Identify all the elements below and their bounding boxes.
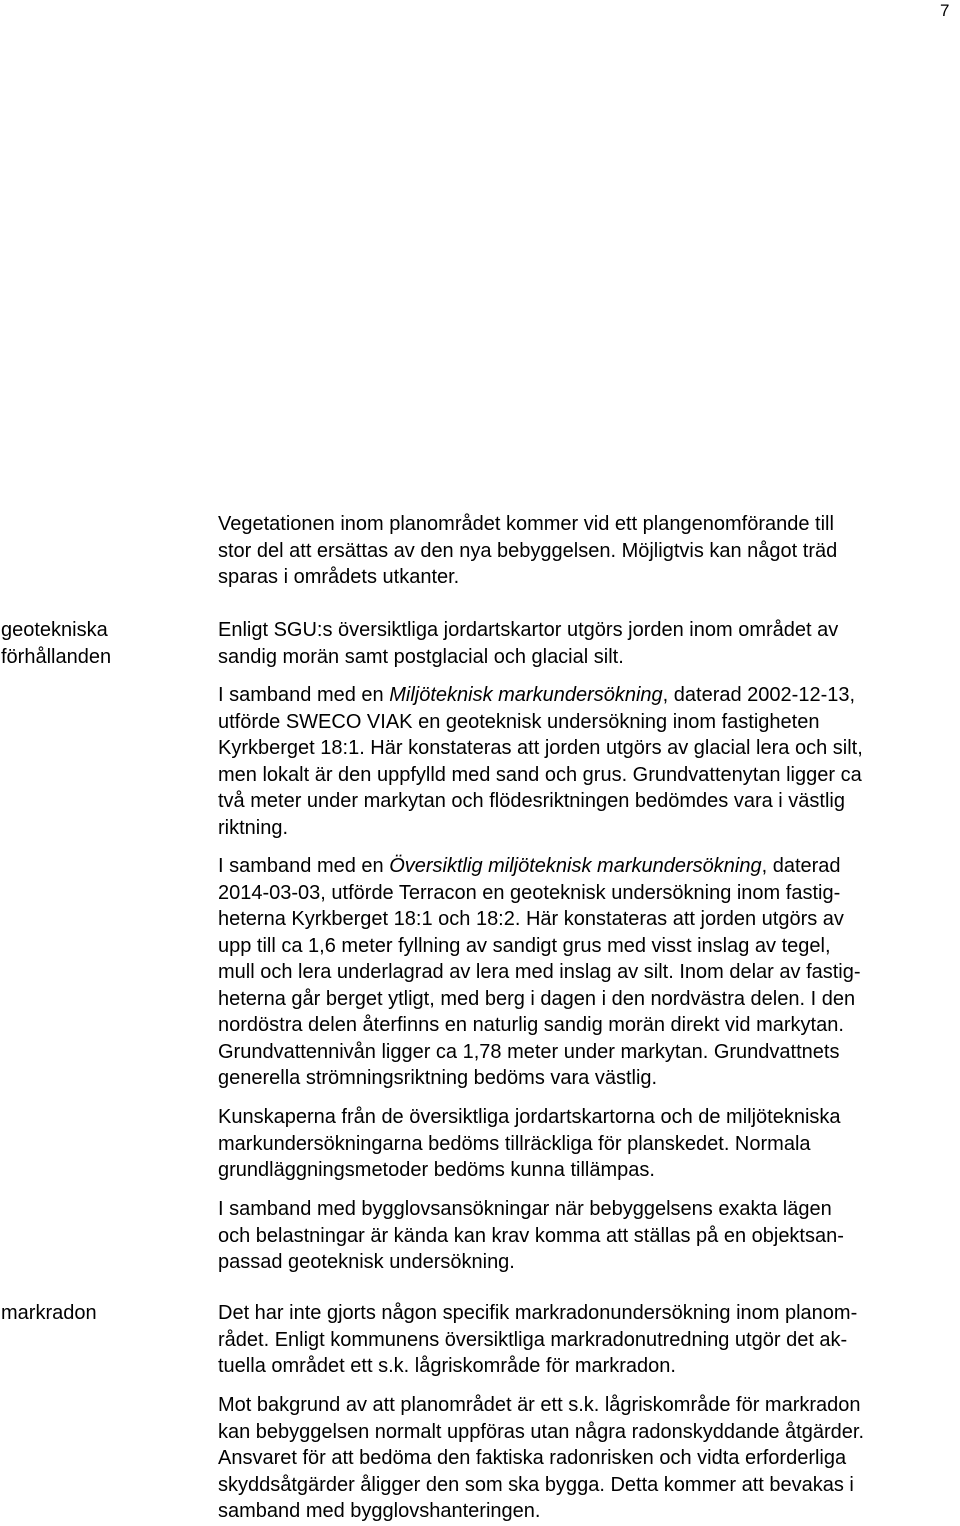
text-line: [218, 853, 861, 880]
text-line: [218, 682, 863, 709]
text-line: Grundvattennivån ligger ca 1,78 meter under markytan. Grundvattnets: [218, 1040, 840, 1063]
text-line: generella strömningsriktning bedöms vara västlig.: [218, 1067, 658, 1089]
text-line: nordöstra delen återfinns en naturlig sandig morän direkt vid markytan.: [218, 1014, 844, 1036]
section-label-geotechnical: [1, 617, 111, 671]
paragraph-oversiktlig-2014: [218, 853, 861, 1092]
text-line: samband med bygglovshanteringen.: [218, 1500, 541, 1522]
text-line: rådet. Enligt kommunens översiktliga markradonutredning utgör det ak-: [218, 1328, 848, 1351]
text-line: 2014-03-03, utförde Terracon en geoteknisk undersökning inom fastig-: [218, 881, 841, 904]
paragraph-miljoteknisk-2002: [218, 682, 863, 841]
text-line: Det har inte gjorts någon specifik markradonundersökning inom planom-: [218, 1302, 858, 1324]
text-line: kan bebyggelsen normalt uppföras utan några radonskyddande åtgärder.: [218, 1420, 865, 1443]
text-line: markundersökningarna bedöms tillräckliga för planskedet. Normala: [218, 1132, 811, 1155]
text-run: I samband med en: [218, 684, 390, 706]
text-line: Kunskaperna från de översiktliga jordartskartorna och de miljötekniska: [218, 1106, 841, 1128]
text-line: sandig morän samt postglacial och glacial silt.: [218, 645, 624, 668]
paragraph-vegetation: [218, 511, 837, 591]
text-line: heterna Kyrkberget 18:1 och 18:2. Här konstateras att jorden utgörs av: [218, 908, 844, 930]
text-line: passad geoteknisk undersökning.: [218, 1251, 515, 1273]
text-run: I samband med en: [218, 855, 390, 877]
text-line: Ansvaret för att bedöma den faktiska radonrisken och vidta erforderliga: [218, 1447, 847, 1469]
text-line: men lokalt är den uppfylld med sand och grus. Grundvattenytan ligger ca: [218, 763, 862, 786]
paragraph-markradon: [218, 1300, 857, 1380]
text-run: , daterad 2002-12-13,: [662, 684, 856, 706]
text-line: mull och lera underlagrad av lera med inslag av silt. Inom delar av fastig-: [218, 961, 861, 983]
paragraph-sgu: [218, 617, 838, 670]
text-line: riktning.: [218, 816, 289, 839]
section-label-radon: markradon: [1, 1302, 97, 1324]
section-label-line: geotekniska: [1, 619, 108, 641]
text-line: heterna går berget ytligt, med berg i dagen i den nordvästra delen. I den: [218, 987, 856, 1010]
text-line: I samband med bygglovsansökningar när bebyggelsens exakta lägen: [218, 1198, 832, 1220]
text-line: Vegetationen inom planområdet kommer vid ett plangenomförande till: [218, 513, 834, 535]
page-number: 7: [940, 1, 950, 20]
text-line: sparas i områdets utkanter.: [218, 566, 460, 588]
text-line: skyddsåtgärder åligger den som ska bygga. Detta kommer att bevakas i: [218, 1473, 854, 1496]
text-line: upp till ca 1,6 meter fyllning av sandigt grus med visst inslag av tegel,: [218, 934, 831, 957]
section-label-line: förhållanden: [1, 646, 112, 668]
paragraph-kunskaperna: [218, 1104, 841, 1184]
text-line: Mot bakgrund av att planområdet är ett s.k. lågriskområde för markradon: [218, 1394, 861, 1416]
text-line: två meter under markytan och flödesriktningen bedömdes vara i västlig: [218, 790, 845, 812]
text-line: utförde SWECO VIAK en geoteknisk undersökning inom fastigheten: [218, 710, 820, 733]
text-line: stor del att ersättas av den nya bebyggelsen. Möjligtvis kan något träd: [218, 539, 838, 562]
text-run: , daterad: [761, 855, 841, 877]
text-line: Kyrkberget 18:1. Här konstateras att jorden utgörs av glacial lera och silt,: [218, 737, 863, 759]
paragraph-bygglov: [218, 1196, 844, 1276]
report-title: Miljöteknisk markundersökning: [389, 684, 663, 706]
report-title: Översiktlig miljöteknisk markundersökning: [389, 855, 762, 877]
text-line: grundläggningsmetoder bedöms kunna tillämpas.: [218, 1159, 655, 1181]
text-line: tuella området ett s.k. lågriskområde för markradon.: [218, 1355, 676, 1377]
paragraph-lagriskomrade: [218, 1392, 864, 1525]
text-line: Enligt SGU:s översiktliga jordartskartor utgörs jorden inom området av: [218, 619, 839, 641]
text-line: och belastningar är kända kan krav komma att ställas på en objektsan-: [218, 1224, 844, 1247]
